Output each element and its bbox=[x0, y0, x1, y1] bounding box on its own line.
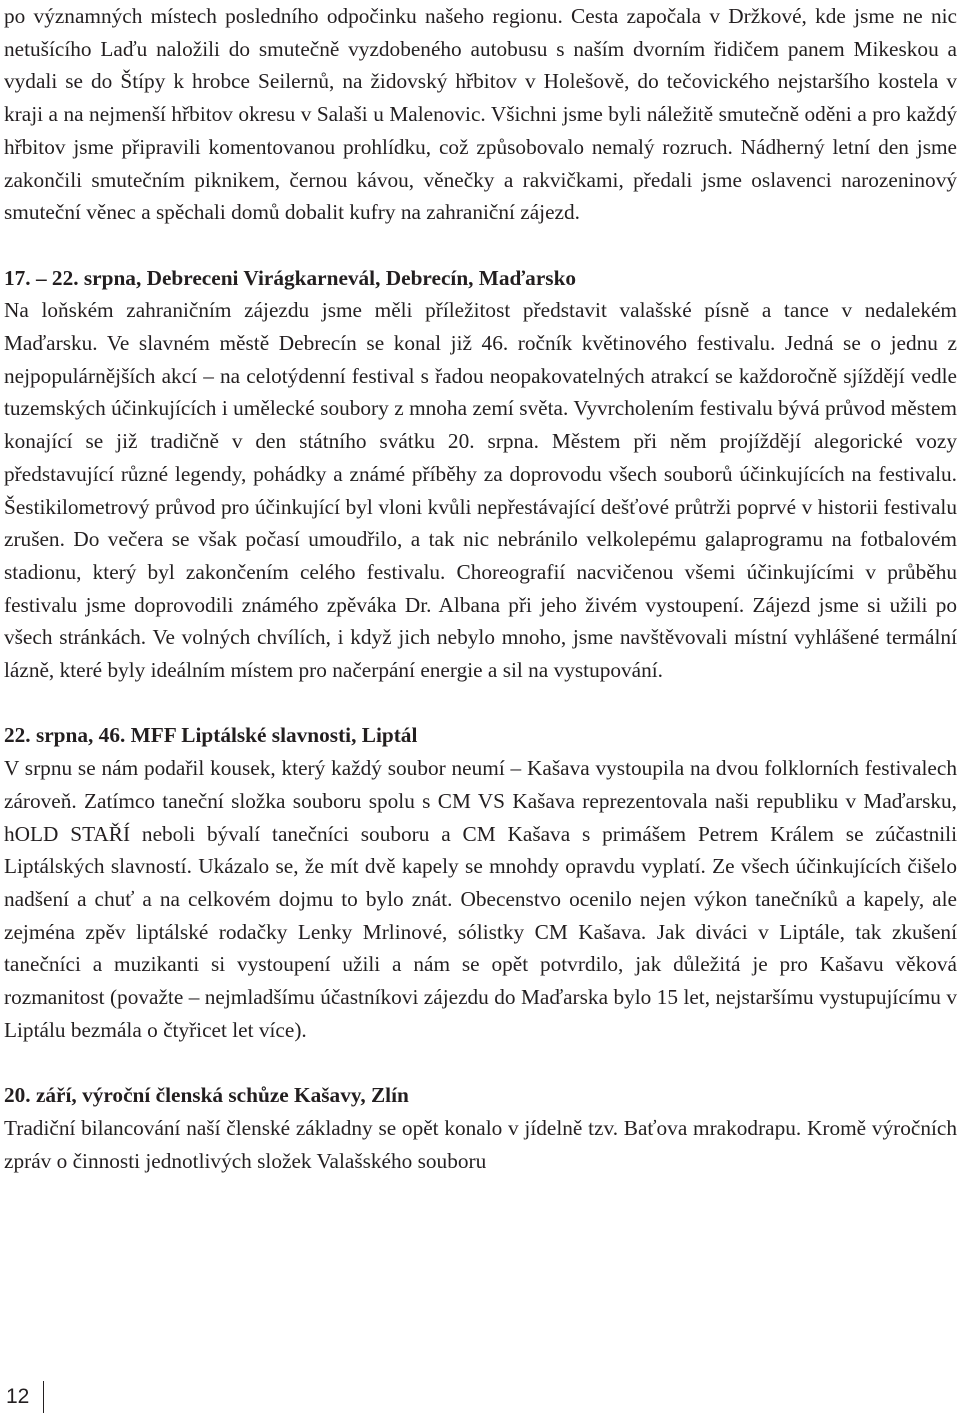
section-heading: 17. – 22. srpna, Debreceni Virágkarnevál, Debrecín, Maďarsko bbox=[4, 265, 577, 290]
section-body: V srpnu se nám podařil kousek, který každý soubor neumí – Kašava vystoupila na dvou folklorních festivalech zároveň. Zatímco taneční složka souboru spolu s CM VS Kašava reprezentovala naši republiku v Maďarsku, hOLD STAŘÍ neboli bývalí tanečníci souboru a CM Kašava s primášem Petrem Králem se zúčastnili Liptálských slavností. Ukázalo se, že mít dvě kapely se mnohdy opravdu vyplatí. Ze všech účinkujících čišelo nadšení a chuť a na celkovém dojmu to bylo znát. Obecenstvo ocenilo nejen výkon tanečníků a kapely, ale zejména zpěv liptálské rodačky Lenky Mrlinové, sólistky CM Kašava. Jak diváci v Liptále, tak zkušení tanečníci a muzikanti si vystoupení užili a nám se opět potvrdilo, jak důležitá je pro Kašavu věková rozmanitost (považte – nejmladšímu účastníkovi zájezdu do Maďarska bylo 15 let, nejstaršímu vystupujícímu v Liptálu bezmála o čtyřicet let více). bbox=[4, 756, 957, 1042]
section-heading: 22. srpna, 46. MFF Liptálské slavnosti, Liptál bbox=[4, 723, 418, 748]
page-number: 12 bbox=[6, 1385, 30, 1408]
section-body: Na loňském zahraničním zájezdu jsme měli příležitost představit valašské písně a tance v nedalekém Maďarsku. Ve slavném městě Debrecín se konal již 46. ročník květinového festivalu. Jedná se o jednu z nejpopulárnějších akcí – na celotýdenní festival s řadou neopakovatelných atrakcí se každoročně sjíždějí vedle tuzemských účinkujících i umělecké soubory z mnoha zemí světa. Vyvrcholením festivalu bývá průvod městem konající se již tradičně v den státního svátku 20. srpna. Městem při něm projíždějí alegorické vozy představující různé legendy, pohádky a známé příběhy za doprovodu všech souborů účinkujících na festivalu. Šestikilometrový průvod pro účinkující byl vloni kvůli nepřestávající dešťové průtrži poprvé v historii festivalu zrušen. Do večera se však počasí umoudřilo, a tak nic nebránilo velkolepému galaprogramu na fotbalovém stadionu, který byl zakončením celého festivalu. Choreografií nacvičenou všemi účinkujícími v průběhu festivalu jsme doprovodili známého zpěváka Dr. Albana při jeho živém vystoupení. Zájezd jsme si užili po všech stránkách. Ve volných chvílích, i když jich nebylo mnoho, jsme navštěvovali místní vyhlášené termální lázně, které byly ideálním místem pro načerpání energie a sil na vystupování. bbox=[4, 298, 957, 683]
intro-paragraph: po významných místech posledního odpočinku našeho regionu. Cesta započala v Držkové, kde jsme ne nic netušícího Laďu naložili do smutečně vyzdobeného autobusu s naším dvorním řidičem panem Mikeskou a vydali se do Štípy k hrobce Seilernů, na židovský hřbitov v Holešově, do tečovického nejstaršího kostela v kraji a na nejmenší hřbitov okresu v Salaši u Malenovic. Všichni jsme byli náležitě smutečně oděni a pro každý hřbitov jsme připravili komentovanou prohlídku, což způsobovalo nemalý rozruch. Nádherný letní den jsme zakončili smutečním piknikem, černou kávou, věnečky a rakvičkami, předali jsme oslavenci narozeninový smuteční věnec a spěchali domů dobalit kufry na zahraniční zájezd. bbox=[4, 4, 957, 225]
page-footer bbox=[0, 1378, 44, 1416]
section-heading: 20. září, výroční členská schůze Kašavy, Zlín bbox=[4, 1083, 409, 1108]
section-annual-meeting bbox=[4, 1079, 957, 1177]
section-debrecen bbox=[4, 262, 957, 687]
footer-divider bbox=[43, 1381, 44, 1413]
section-body: Tradiční bilancování naší členské základny se opět konalo v jídelně tzv. Baťova mrakodrapu. Kromě výročních zpráv o činnosti jednotlivých složek Valašského souboru bbox=[4, 1115, 957, 1173]
document-page bbox=[4, 0, 957, 1177]
section-liptal bbox=[4, 719, 957, 1046]
